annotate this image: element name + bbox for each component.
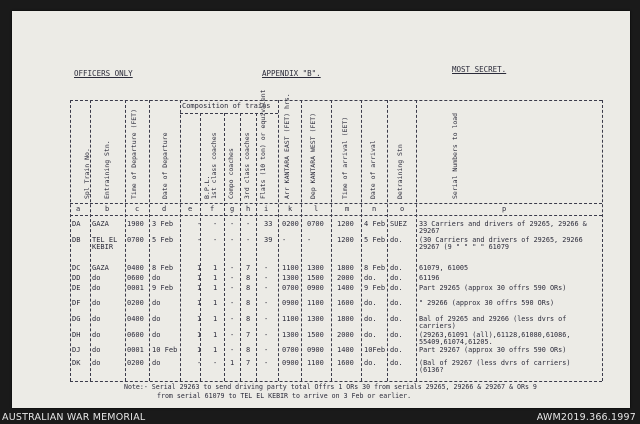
cell-detraining: do. <box>390 274 403 282</box>
cell-date-arrival: do. <box>364 315 377 323</box>
cell-serial-numbers: (30 Carriers and drivers of 29265, 29266 29267 (9 " " " " 61079 <box>419 236 583 251</box>
cell-dep-time: 0001 <box>127 284 144 292</box>
col-header-serial: Spl Train No. <box>83 148 91 199</box>
cell-serial-numbers: 61079, 61005 <box>419 264 469 272</box>
cell-dep-date: 5 Feb <box>152 236 174 244</box>
cell-time-arrival: 2000 <box>337 274 354 282</box>
cell-detraining: do. <box>390 359 403 367</box>
col-letter-m: m <box>345 205 350 213</box>
cell-arr-kantara: 0900 <box>282 359 299 367</box>
cell-date-arrival: 5 Feb <box>364 236 386 244</box>
footer-accession: AWM2019.366.1997 <box>536 412 636 423</box>
cell-time-arrival: 1600 <box>337 299 354 307</box>
cell-detraining: do. <box>390 315 403 323</box>
cell-entraining: do <box>92 359 101 367</box>
cell-bpl: 1 <box>197 264 202 272</box>
cell-first-class: - <box>213 220 218 228</box>
cell-third-class: 8 <box>246 274 251 282</box>
cell-first-class: 1 <box>213 331 218 339</box>
cell-first-class: 1 <box>213 299 218 307</box>
cell-date-arrival: do. <box>364 359 377 367</box>
cell-bpl: 1 <box>197 331 202 339</box>
cell-third-class: 8 <box>246 284 251 292</box>
document-page <box>12 11 630 408</box>
col-header-arr-kantara: Arr KANTARA EAST (FET) hrs. <box>283 93 291 199</box>
note-line-2: from serial 61079 to TEL EL KEBIR to arrive on 3 Feb or earlier. <box>157 392 412 400</box>
cell-train-no: DK <box>72 359 81 367</box>
cell-dep-time: 0400 <box>127 315 144 323</box>
cell-dep-time: 0001 <box>127 346 144 354</box>
cell-dep-time: 0700 <box>127 236 144 244</box>
cell-first-class: 1 <box>213 315 218 323</box>
col-letter-k: k <box>288 205 293 213</box>
cell-serial-numbers: " 29266 (approx 30 offrs 590 ORs) <box>419 299 555 307</box>
cell-arr-kantara: 1100 <box>282 264 299 272</box>
cell-train-no: DH <box>72 331 81 339</box>
cell-compo: - <box>230 284 235 292</box>
cell-compo: - <box>230 274 235 282</box>
cell-date-arrival: 8 Feb <box>364 264 386 272</box>
col-letter-h: h <box>246 205 251 213</box>
cell-entraining: GAZA <box>92 220 109 228</box>
cell-bpl: - <box>197 359 202 367</box>
cell-third-class: - <box>246 236 251 244</box>
cell-compo: - <box>230 299 235 307</box>
cell-dep-time: 0200 <box>127 359 144 367</box>
cell-train-no: DG <box>72 315 81 323</box>
cell-entraining: do <box>92 274 101 282</box>
col-letter-n: n <box>372 205 377 213</box>
cell-detraining: do. <box>390 299 403 307</box>
cell-flats: - <box>264 274 269 282</box>
cell-serial-numbers: Bal of 29265 and 29266 (less dvrs of carriers) <box>419 315 567 330</box>
header-most-secret: MOST SECRET. <box>452 65 507 74</box>
col-letter-p: p <box>502 205 507 213</box>
cell-dep-date: do <box>152 315 161 323</box>
cell-serial-numbers: Part 29265 (approx 30 offrs 590 ORs) <box>419 284 567 292</box>
col-header-time-arrival: Time of arrival (EET) <box>341 116 349 199</box>
cell-compo: - <box>230 236 235 244</box>
cell-entraining: TEL EL KEBIR <box>92 236 118 251</box>
cell-date-arrival: do. <box>364 274 377 282</box>
cell-first-class: 1 <box>213 274 218 282</box>
cell-third-class: - <box>246 220 251 228</box>
cell-arr-kantara: 0900 <box>282 299 299 307</box>
cell-arr-kantara: 1300 <box>282 331 299 339</box>
cell-bpl: - <box>197 236 202 244</box>
cell-dep-date: do <box>152 359 161 367</box>
cell-third-class: 8 <box>246 299 251 307</box>
cell-date-arrival: 4 Feb <box>364 220 386 228</box>
col-header-compo: Compo coaches <box>227 148 235 199</box>
col-letter-f: f <box>210 205 215 213</box>
cell-dep-date: do <box>152 299 161 307</box>
cell-arr-kantara: 0200 <box>282 220 299 228</box>
cell-time-arrival: 1800 <box>337 264 354 272</box>
col-header-dep-kantara: Dep KANTARA WEST (FET) <box>309 112 317 199</box>
cell-first-class: 1 <box>213 264 218 272</box>
col-letter-i: i <box>264 205 269 213</box>
cell-bpl: 1 <box>197 299 202 307</box>
col-header-date-arrival: Date of arrival <box>369 140 377 199</box>
cell-entraining: do <box>92 299 101 307</box>
cell-third-class: 8 <box>246 315 251 323</box>
col-header-departure-time: Time of Departure (FET) <box>130 108 138 199</box>
cell-bpl: 1 <box>197 315 202 323</box>
cell-train-no: DJ <box>72 346 81 354</box>
cell-arr-kantara: 1300 <box>282 274 299 282</box>
cell-detraining: do. <box>390 264 403 272</box>
cell-date-arrival: 9 Feb <box>364 284 386 292</box>
col-header-serial-numbers: Serial Numbers to load <box>451 112 459 199</box>
cell-dep-date: do <box>152 331 161 339</box>
cell-bpl: 1 <box>197 284 202 292</box>
cell-dep-kantara: - <box>307 236 312 244</box>
header-appendix: APPENDIX "B". <box>262 69 321 78</box>
cell-dep-date: 3 Feb <box>152 220 174 228</box>
cell-dep-date: 10 Feb <box>152 346 178 354</box>
col-header-bpl: B.P.L. <box>203 175 211 199</box>
cell-compo: - <box>230 315 235 323</box>
col-letter-e: e <box>188 205 193 213</box>
cell-time-arrival: 1400 <box>337 284 354 292</box>
col-letter-o: o <box>400 205 405 213</box>
cell-train-no: DF <box>72 299 81 307</box>
cell-flats: 39 <box>264 236 273 244</box>
col-letter-c: c <box>135 205 140 213</box>
cell-date-arrival: do. <box>364 299 377 307</box>
cell-third-class: 7 <box>246 359 251 367</box>
cell-entraining: do <box>92 315 101 323</box>
note-line-1: Note:- Serial 29263 to send driving party total Offrs 1 ORs 30 from serials 29265, 29266 & 29267 & ORs 9 <box>124 383 537 391</box>
cell-first-class: 1 <box>213 284 218 292</box>
cell-time-arrival: 1200 <box>337 236 354 244</box>
cell-flats: - <box>264 359 269 367</box>
col-letter-b: b <box>105 205 110 213</box>
cell-dep-kantara: 0700 <box>307 220 324 228</box>
cell-entraining: do <box>92 331 101 339</box>
cell-flats: - <box>264 346 269 354</box>
cell-bpl: - <box>197 220 202 228</box>
cell-train-no: DC <box>72 264 81 272</box>
cell-flats: - <box>264 284 269 292</box>
col-letter-l: l <box>314 205 319 213</box>
cell-detraining: do. <box>390 346 403 354</box>
cell-dep-date: 8 Feb <box>152 264 174 272</box>
cell-detraining: SUEZ <box>390 220 407 228</box>
cell-compo: - <box>230 220 235 228</box>
cell-train-no: DB <box>72 236 81 244</box>
cell-dep-date: 9 Feb <box>152 284 174 292</box>
cell-first-class: 1 <box>213 346 218 354</box>
cell-entraining: do <box>92 346 101 354</box>
cell-train-no: DA <box>72 220 81 228</box>
cell-third-class: 7 <box>246 264 251 272</box>
cell-dep-time: 1900 <box>127 220 144 228</box>
cell-flats: - <box>264 264 269 272</box>
cell-dep-time: 0400 <box>127 264 144 272</box>
cell-flats: - <box>264 299 269 307</box>
cell-dep-kantara: 1300 <box>307 264 324 272</box>
cell-date-arrival: 10Feb <box>364 346 386 354</box>
cell-dep-time: 0200 <box>127 299 144 307</box>
cell-time-arrival: 1600 <box>337 359 354 367</box>
cell-dep-kantara: 1300 <box>307 315 324 323</box>
cell-third-class: 7 <box>246 331 251 339</box>
cell-flats: - <box>264 315 269 323</box>
cell-bpl: 1 <box>197 346 202 354</box>
cell-entraining: do <box>92 284 101 292</box>
cell-dep-kantara: 0900 <box>307 346 324 354</box>
col-header-third-class: 3rd class coaches <box>243 132 251 199</box>
cell-train-no: DE <box>72 284 81 292</box>
cell-serial-numbers: 33 Carriers and drivers of 29265, 29266 & 29267 <box>419 220 587 235</box>
col-header-first-class: 1st class coaches <box>210 132 218 199</box>
cell-serial-numbers: (Bal of 29267 (less dvrs of carriers) (6136? <box>419 359 571 374</box>
cell-bpl: 1 <box>197 274 202 282</box>
cell-arr-kantara: 0700 <box>282 284 299 292</box>
cell-flats: 33 <box>264 220 273 228</box>
cell-time-arrival: 2000 <box>337 331 354 339</box>
cell-dep-kantara: 1100 <box>307 359 324 367</box>
col-header-entraining: Entraining Stn. <box>103 140 111 199</box>
cell-serial-numbers: 61196 <box>419 274 440 282</box>
cell-compo: - <box>230 346 235 354</box>
cell-dep-kantara: 1500 <box>307 274 324 282</box>
col-header-detraining: Detraining Stn <box>396 144 404 199</box>
cell-entraining: GAZA <box>92 264 109 272</box>
col-header-flats: Flats (10 ton) or equivalent <box>259 89 267 199</box>
cell-dep-kantara: 0900 <box>307 284 324 292</box>
cell-compo: - <box>230 331 235 339</box>
cell-compo: - <box>230 264 235 272</box>
cell-arr-kantara: 1100 <box>282 315 299 323</box>
cell-dep-time: 0600 <box>127 331 144 339</box>
col-letter-a: a <box>76 205 81 213</box>
cell-dep-kantara: 1100 <box>307 299 324 307</box>
cell-arr-kantara: 0700 <box>282 346 299 354</box>
footer-credit: AUSTRALIAN WAR MEMORIAL <box>2 412 146 423</box>
cell-detraining: do. <box>390 284 403 292</box>
cell-train-no: DD <box>72 274 81 282</box>
cell-first-class: - <box>213 359 218 367</box>
cell-compo: 1 <box>230 359 235 367</box>
cell-dep-time: 0600 <box>127 274 144 282</box>
col-letter-d: d <box>162 205 167 213</box>
cell-first-class: - <box>213 236 218 244</box>
cell-arr-kantara: - <box>282 236 287 244</box>
cell-detraining: do. <box>390 236 403 244</box>
cell-time-arrival: 1200 <box>337 220 354 228</box>
cell-dep-kantara: 1500 <box>307 331 324 339</box>
col-header-departure-date: Date of Departure <box>161 132 169 199</box>
cell-date-arrival: do. <box>364 331 377 339</box>
cell-time-arrival: 1400 <box>337 346 354 354</box>
col-header-composition: Composition of trains <box>182 102 271 110</box>
cell-dep-date: do <box>152 274 161 282</box>
cell-third-class: 8 <box>246 346 251 354</box>
col-letter-g: g <box>230 205 235 213</box>
cell-detraining: do. <box>390 331 403 339</box>
cell-time-arrival: 1800 <box>337 315 354 323</box>
cell-serial-numbers: Part 29267 (approx 30 offrs 590 ORs) <box>419 346 567 354</box>
cell-flats: - <box>264 331 269 339</box>
cell-serial-numbers: (29263,61091 (all),61128,61080,61086, 55409,61074,61205. <box>419 331 571 346</box>
header-officers-only: OFFICERS ONLY <box>74 69 133 78</box>
